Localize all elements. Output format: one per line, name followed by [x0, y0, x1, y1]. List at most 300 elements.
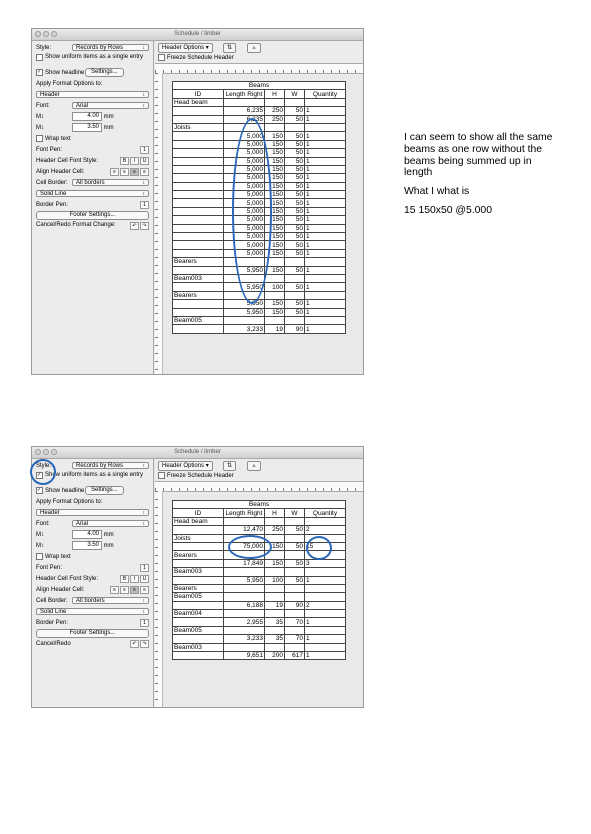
value-cell: 50 [285, 207, 305, 215]
value-cell: 5,000 [224, 216, 265, 224]
id-cell: Head beam [173, 98, 224, 106]
value-cell: 3,233 [224, 635, 265, 643]
value-cell: 5,000 [224, 182, 265, 190]
note-line-3: 15 150x50 @5.000 [404, 204, 492, 216]
id-cell: Beam005 [173, 316, 224, 324]
value-cell: 50 [285, 165, 305, 173]
value-cell: 19 [265, 325, 285, 333]
value-cell: 6,235 [224, 107, 265, 115]
id-cell: Joists [173, 123, 224, 131]
schedule-table [172, 500, 346, 660]
footer-settings-button[interactable]: Footer Settings... [36, 629, 149, 638]
headline-checkbox[interactable]: ✓ [37, 487, 42, 493]
column-header: ID [173, 90, 224, 98]
value-cell: 1 [305, 191, 346, 199]
table-row [173, 300, 346, 308]
value-cell [265, 123, 285, 131]
freeze-checkbox[interactable] [158, 472, 165, 479]
value-cell: 5,000 [224, 191, 265, 199]
value-cell: 2 [305, 526, 346, 534]
value-cell: 19 [265, 601, 285, 609]
value-cell: 50 [285, 191, 305, 199]
value-cell [305, 593, 346, 601]
annotation-circle-total-length [228, 535, 272, 559]
italic-button[interactable]: I [130, 575, 139, 583]
header-style-label: Header Cell Font Style: [36, 575, 99, 582]
align-left-icon[interactable]: ≡ [110, 168, 119, 176]
value-cell: 5,000 [224, 199, 265, 207]
value-cell [285, 534, 305, 542]
value-cell: 50 [285, 140, 305, 148]
id-cell [173, 601, 224, 609]
id-cell [173, 325, 224, 333]
text-size-icon: M↕ [36, 113, 44, 120]
value-cell [305, 123, 346, 131]
value-cell: 1 [305, 300, 346, 308]
table-group-header: Beams [173, 82, 346, 90]
table-row [173, 652, 346, 660]
line-spacing-icon: M↕ [36, 542, 44, 549]
value-cell: 50 [285, 266, 305, 274]
value-cell: 50 [285, 308, 305, 316]
id-cell [173, 542, 224, 550]
uniform-checkbox[interactable]: ✓ [37, 472, 42, 478]
id-cell [173, 300, 224, 308]
value-cell [285, 517, 305, 525]
value-cell: 1 [305, 182, 346, 190]
id-cell: Bearers [173, 584, 224, 592]
freeze-checkbox[interactable] [158, 54, 165, 61]
value-cell: 5,000 [224, 132, 265, 140]
value-cell: 1 [305, 165, 346, 173]
value-cell [305, 517, 346, 525]
value-cell: 1 [305, 618, 346, 626]
id-cell [173, 165, 224, 173]
uniform-label: Show uniform items as a single entry [45, 54, 144, 60]
text-size-input[interactable]: 4.00 [72, 112, 102, 121]
border-pen-label: Border Pen: [36, 619, 69, 626]
value-cell: 5,950 [224, 283, 265, 291]
cancel-redo-label: Cancel/Redo [36, 641, 71, 647]
warning-icon[interactable]: ▲ [247, 461, 261, 471]
value-cell: 5,000 [224, 140, 265, 148]
style-select[interactable]: Records by Rows ↕ [72, 44, 149, 51]
freeze-label: Freeze Schedule Header [167, 472, 234, 479]
table-row [173, 610, 346, 618]
annotation-circle-quantity [306, 536, 332, 560]
question-note [404, 132, 554, 224]
value-cell: 75,000 [224, 542, 265, 550]
value-cell: 6,188 [224, 601, 265, 609]
line-spacing-input[interactable]: 3.50 [72, 541, 102, 550]
value-cell [305, 316, 346, 324]
style-select[interactable]: Records by Rows ↕ [72, 462, 149, 469]
id-cell [173, 308, 224, 316]
warning-icon[interactable]: ▲ [247, 43, 261, 53]
value-cell: 150 [265, 542, 285, 550]
bold-button[interactable]: B [120, 575, 129, 583]
table-row [173, 593, 346, 601]
value-cell: 50 [285, 233, 305, 241]
value-cell: 1 [305, 157, 346, 165]
merge-icon[interactable]: ⇅ [223, 43, 236, 53]
value-cell: 200 [265, 652, 285, 660]
value-cell [265, 316, 285, 324]
format-sidebar: Style: Records by Rows ↕ Show uniform items as a single entry ✓ Show headline Settings... Apply Format Options to: Header ↕ Font: Arial ↕ M↕ 4.00 mm M↕ 3.50 mm Wrap text Font Pen: 1 Header Cell Font Style: B I U Align Header Cell: ≡ ≡ ≡ ≡ Cell Border: All borders ↕ Solid Line ↕ Border Pen: 1 Footer Settings... Cancel/Redo Format Change: ↶ ↷ [32, 41, 154, 374]
id-cell: Bearers [173, 291, 224, 299]
text-size-icon: M↕ [36, 531, 44, 538]
uniform-checkbox[interactable] [36, 54, 43, 61]
border-select[interactable]: All borders ↕ [72, 179, 149, 186]
value-cell [224, 568, 265, 576]
value-cell: 100 [265, 283, 285, 291]
value-cell [265, 291, 285, 299]
id-cell: Beam003 [173, 643, 224, 651]
horizontal-ruler [155, 64, 363, 74]
value-cell: 150 [265, 308, 285, 316]
value-cell: 1 [305, 216, 346, 224]
merge-icon[interactable]: ⇅ [223, 461, 236, 471]
annotation-circle-lengths [232, 118, 272, 304]
value-cell: 15 [305, 542, 346, 550]
value-cell: 150 [265, 182, 285, 190]
value-cell: 9,651 [224, 652, 265, 660]
id-cell [173, 249, 224, 257]
bold-button[interactable]: B [120, 157, 129, 165]
table-row [173, 584, 346, 592]
id-cell: Beam005 [173, 626, 224, 634]
value-cell [265, 274, 285, 282]
value-cell [285, 593, 305, 601]
id-cell: Beam003 [173, 568, 224, 576]
settings-button[interactable]: Settings... [85, 68, 124, 77]
screenshot-after [31, 446, 364, 708]
font-pen-label: Font Pen: [36, 146, 63, 153]
id-cell: Bearers [173, 258, 224, 266]
header-options-button[interactable]: Header Options ▾ [158, 43, 213, 53]
id-cell [173, 182, 224, 190]
align-justify-icon[interactable]: ≡ [140, 168, 149, 176]
value-cell: 150 [265, 216, 285, 224]
value-cell: 150 [265, 249, 285, 257]
align-center-icon[interactable]: ≡ [120, 168, 129, 176]
value-cell: 5,000 [224, 174, 265, 182]
value-cell: 3 [305, 559, 346, 567]
value-cell: 2,955 [224, 618, 265, 626]
value-cell: 1 [305, 266, 346, 274]
value-cell [224, 98, 265, 106]
value-cell [224, 584, 265, 592]
border-select[interactable]: All borders ↕ [72, 597, 149, 604]
redo-icon[interactable]: ↷ [140, 222, 149, 230]
id-cell: Beam003 [173, 274, 224, 282]
table-row [173, 526, 346, 534]
value-cell: 50 [285, 174, 305, 182]
value-cell: 150 [265, 559, 285, 567]
value-cell: 50 [285, 182, 305, 190]
value-cell: 70 [285, 618, 305, 626]
align-right-icon[interactable]: ≡ [130, 168, 139, 176]
value-cell: 50 [285, 526, 305, 534]
value-cell [265, 610, 285, 618]
value-cell: 50 [285, 199, 305, 207]
value-cell: 50 [285, 216, 305, 224]
id-cell [173, 618, 224, 626]
value-cell [305, 643, 346, 651]
value-cell: 150 [265, 266, 285, 274]
redo-icon[interactable]: ↷ [140, 640, 149, 648]
cell-border-label: Cell Border: [36, 179, 68, 186]
value-cell: 150 [265, 165, 285, 173]
value-cell: 250 [265, 115, 285, 123]
font-label: Font: [36, 102, 50, 109]
apply-label: Apply Format Options to: [36, 80, 103, 87]
value-cell: 5,000 [224, 224, 265, 232]
value-cell: 150 [265, 241, 285, 249]
id-cell [173, 559, 224, 567]
window-title: Schedule / timber [174, 31, 221, 37]
undo-icon[interactable]: ↶ [130, 640, 139, 648]
table-row [173, 107, 346, 115]
value-cell: 1 [305, 224, 346, 232]
note-line-1: I can seem to show all the same beams as one row without the beams being summed up in length [404, 132, 553, 179]
value-cell: 150 [265, 140, 285, 148]
italic-button[interactable]: I [130, 157, 139, 165]
font-select[interactable]: Arial ↕ [72, 520, 149, 527]
value-cell [265, 98, 285, 106]
column-header: W [285, 509, 305, 517]
value-cell [305, 258, 346, 266]
table-row [173, 626, 346, 634]
value-cell: 50 [285, 576, 305, 584]
id-cell [173, 191, 224, 199]
value-cell [265, 626, 285, 634]
column-header: W [285, 90, 305, 98]
value-cell: 250 [265, 526, 285, 534]
value-cell: 150 [265, 300, 285, 308]
screenshot-before [31, 28, 364, 375]
value-cell: 50 [285, 559, 305, 567]
table-row [173, 635, 346, 643]
value-cell: 1 [305, 199, 346, 207]
id-cell: Joists [173, 534, 224, 542]
value-cell: 12,470 [224, 526, 265, 534]
title-bar [32, 447, 363, 459]
value-cell: 150 [265, 149, 285, 157]
headline-checkbox[interactable]: ✓ [37, 69, 42, 75]
value-cell: 50 [285, 149, 305, 157]
value-cell: 1 [305, 174, 346, 182]
align-left-icon[interactable]: ≡ [110, 586, 119, 594]
column-header: Length Right [224, 509, 265, 517]
value-cell: 617 [285, 652, 305, 660]
value-cell: 5,000 [224, 249, 265, 257]
cell-border-label: Cell Border: [36, 597, 68, 604]
value-cell: 1 [305, 233, 346, 241]
value-cell [265, 643, 285, 651]
column-header: H [265, 90, 285, 98]
value-cell: 150 [265, 224, 285, 232]
id-cell [173, 576, 224, 584]
footer-settings-button[interactable]: Footer Settings... [36, 211, 149, 220]
pen-icon[interactable]: 1 [140, 564, 149, 572]
value-cell: 250 [265, 107, 285, 115]
value-cell: 6,235 [224, 115, 265, 123]
value-cell: 70 [285, 635, 305, 643]
value-cell [305, 568, 346, 576]
value-cell: 1 [305, 132, 346, 140]
apply-select[interactable]: Header ↕ [36, 91, 149, 98]
value-cell [285, 568, 305, 576]
value-cell: 2 [305, 601, 346, 609]
style-label: Style: [36, 44, 52, 51]
undo-label: Cancel/Redo Format Change: [36, 222, 116, 228]
align-center-icon[interactable]: ≡ [120, 586, 129, 594]
headline-label: Show headline [45, 487, 85, 494]
column-header: H [265, 509, 285, 517]
value-cell: 1 [305, 576, 346, 584]
freeze-label: Freeze Schedule Header [167, 54, 234, 61]
underline-button[interactable]: U [140, 157, 149, 165]
value-cell: 150 [265, 174, 285, 182]
table-row [173, 601, 346, 609]
value-cell [224, 517, 265, 525]
column-header: Length Right [224, 90, 265, 98]
apply-select[interactable]: Header ↕ [36, 509, 149, 516]
value-cell: 50 [285, 300, 305, 308]
id-cell [173, 207, 224, 215]
header-options-button[interactable]: Header Options ▾ [158, 461, 213, 471]
horizontal-ruler [155, 482, 363, 492]
value-cell [265, 584, 285, 592]
value-cell [305, 291, 346, 299]
headline-label: Show headline [45, 69, 85, 76]
line-type-select[interactable]: Solid Line ↕ [36, 608, 149, 615]
undo-icon[interactable]: ↶ [130, 222, 139, 230]
value-cell: 5,950 [224, 576, 265, 584]
format-sidebar: Style: Records by Rows ↕ ✓ Show uniform items as a single entry ✓ Show headline Settings... Apply Format Options to: Header ↕ Font: Arial ↕ M↕ 4.00 mm M↕ 3.50 mm Wrap text Font Pen: 1 Header Cell Font Style: B I U Align Header Cell: ≡ ≡ ≡ ≡ Cell Border: All borders ↕ Solid Line ↕ Border Pen: 1 Footer Settings... Cancel/Redo ↶ ↷ [32, 459, 154, 707]
value-cell: 1 [305, 241, 346, 249]
apply-label: Apply Format Options to: [36, 498, 103, 505]
value-cell: 5,000 [224, 165, 265, 173]
uniform-label: Show uniform items as a single entry [45, 472, 144, 478]
value-cell: 1 [305, 115, 346, 123]
border-pen-icon[interactable]: 1 [140, 201, 149, 209]
id-cell [173, 233, 224, 241]
table-row [173, 316, 346, 324]
settings-button[interactable]: Settings... [85, 486, 124, 495]
id-cell: Head beam [173, 517, 224, 525]
underline-button[interactable]: U [140, 575, 149, 583]
id-cell: Beam005 [173, 593, 224, 601]
value-cell: 5,950 [224, 266, 265, 274]
value-cell [305, 584, 346, 592]
note-line-2: What I what is [404, 186, 470, 198]
vertical-ruler [155, 73, 163, 374]
table-row [173, 325, 346, 333]
border-pen-label: Border Pen: [36, 201, 69, 208]
value-cell [224, 610, 265, 618]
vertical-ruler [155, 491, 163, 707]
line-spacing-icon: M↕ [36, 124, 44, 131]
value-cell [224, 593, 265, 601]
id-cell: Beam004 [173, 610, 224, 618]
border-pen-icon[interactable]: 1 [140, 619, 149, 627]
value-cell [285, 98, 305, 106]
value-cell [224, 626, 265, 634]
id-cell [173, 149, 224, 157]
id-cell [173, 199, 224, 207]
table-group-header: Beams [173, 501, 346, 509]
wrap-checkbox[interactable] [36, 553, 43, 560]
schedule-toolbar [155, 459, 363, 482]
pen-icon[interactable]: 1 [140, 146, 149, 154]
value-cell: 35 [265, 618, 285, 626]
value-cell: 50 [285, 249, 305, 257]
align-label: Align Header Cell: [36, 586, 85, 593]
id-cell [173, 174, 224, 182]
value-cell: 50 [285, 283, 305, 291]
font-label: Font: [36, 520, 50, 527]
value-cell [285, 610, 305, 618]
value-cell [265, 568, 285, 576]
id-cell [173, 652, 224, 660]
value-cell: 17,849 [224, 559, 265, 567]
table-row [173, 559, 346, 567]
value-cell: 35 [265, 635, 285, 643]
id-cell [173, 107, 224, 115]
text-size-input[interactable]: 4.00 [72, 530, 102, 539]
id-cell [173, 140, 224, 148]
value-cell [224, 643, 265, 651]
style-label: Style: [36, 462, 52, 469]
value-cell: 150 [265, 199, 285, 207]
value-cell: 5,950 [224, 300, 265, 308]
align-right-icon[interactable]: ≡ [130, 586, 139, 594]
wrap-checkbox[interactable] [36, 135, 43, 142]
value-cell: 150 [265, 191, 285, 199]
value-cell [285, 316, 305, 324]
value-cell: 50 [285, 107, 305, 115]
value-cell [285, 291, 305, 299]
value-cell: 50 [285, 542, 305, 550]
line-type-select[interactable]: Solid Line ↕ [36, 190, 149, 197]
id-cell [173, 526, 224, 534]
column-header: ID [173, 509, 224, 517]
value-cell: 50 [285, 241, 305, 249]
value-cell: 1 [305, 308, 346, 316]
chevron-icon [143, 45, 146, 50]
align-justify-icon[interactable]: ≡ [140, 586, 149, 594]
font-pen-label: Font Pen: [36, 564, 63, 571]
value-cell: 1 [305, 652, 346, 660]
line-spacing-input[interactable]: 3.50 [72, 123, 102, 132]
value-cell: 5,950 [224, 308, 265, 316]
value-cell: 5,000 [224, 207, 265, 215]
id-cell [173, 266, 224, 274]
id-cell [173, 241, 224, 249]
column-header: Quantity [305, 90, 346, 98]
id-cell [173, 283, 224, 291]
value-cell [285, 643, 305, 651]
value-cell: 90 [285, 601, 305, 609]
value-cell [285, 123, 305, 131]
value-cell: 1 [305, 283, 346, 291]
font-select[interactable]: Arial ↕ [72, 102, 149, 109]
value-cell: 150 [265, 233, 285, 241]
value-cell: 90 [285, 325, 305, 333]
value-cell: 5,000 [224, 241, 265, 249]
